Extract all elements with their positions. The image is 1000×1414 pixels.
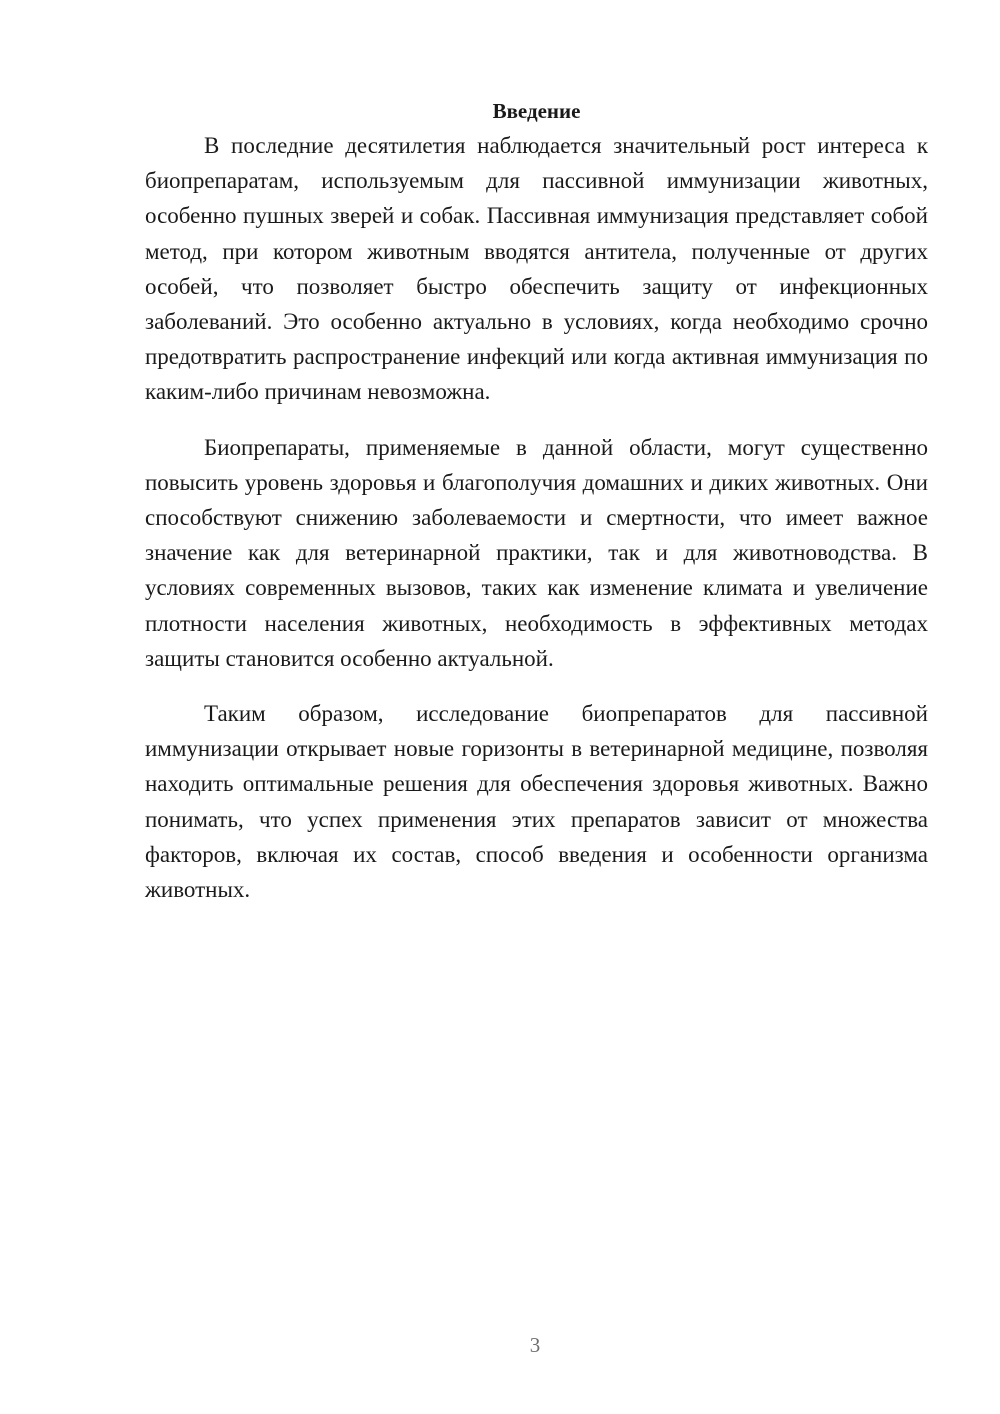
- section-heading: Введение: [492, 99, 581, 123]
- page-content: [145, 96, 928, 927]
- page-number: 3: [529, 1333, 541, 1357]
- paragraph-3: Таким образом, исследование биопрепаратов для пассивной иммунизации открывает новые горизонты в ветеринарной медицине, позволяя находить оптимальные решения для обеспечения здоровья животных. Важно понимать, что успех применения этих препаратов зависит от множества факторов, включая их состав, способ введения и особенности организма животных.: [145, 701, 928, 903]
- paragraph-1: В последние десятилетия наблюдается значительный рост интереса к биопрепаратам, используемым для пассивной иммунизации животных, особенно пушных зверей и собак. Пассивная иммунизация представляет собой метод, при котором животным вводятся антитела, полученные от других особей, что позволяет быстро обеспечить защиту от инфекционных заболеваний. Это особенно актуально в условиях, когда необходимо срочно предотвратить распространение инфекций или когда активная иммунизация по каким-либо причинам невозможна.: [145, 133, 928, 405]
- paragraph-2: Биопрепараты, применяемые в данной области, могут существенно повысить уровень здоровья и благополучия домашних и диких животных. Они способствуют снижению заболеваемости и смертности, что имеет важное значение как для ветеринарной практики, так и для животноводства. В условиях современных вызовов, таких как изменение климата и увеличение плотности населения животных, необходимость в эффективных методах защиты становится особенно актуальной.: [145, 434, 928, 671]
